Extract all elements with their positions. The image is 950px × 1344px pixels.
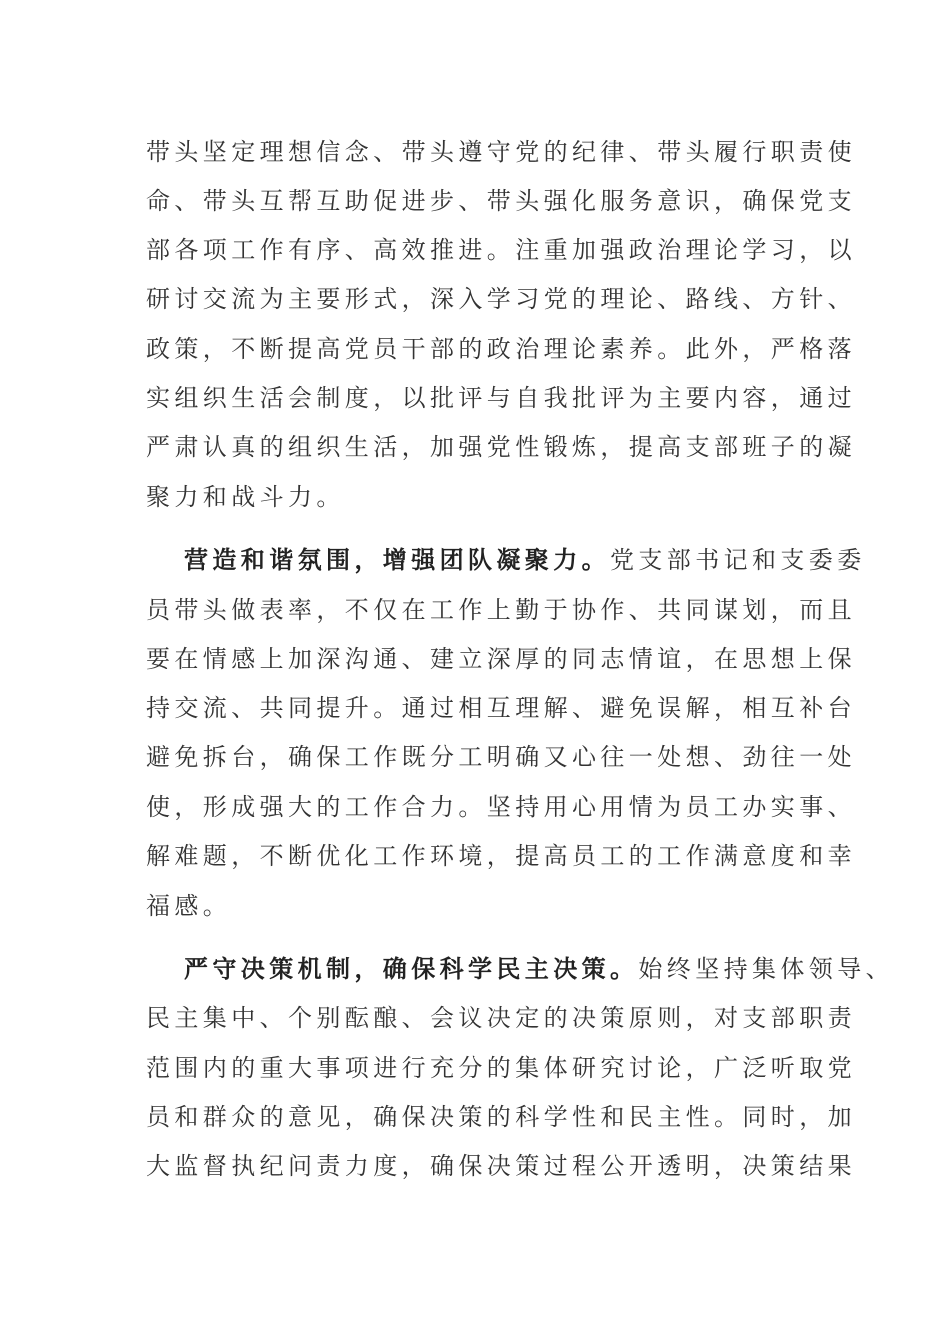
paragraph-2-line-8: 福感。 <box>146 892 232 920</box>
paragraph-1-line-3: 部各项工作有序、高效推进。注重加强政治理论学习，以 <box>146 236 856 264</box>
paragraph-3-heading: 严守决策机制，确保科学民主决策。 <box>184 954 639 983</box>
paragraph-2-heading: 营造和谐氛围，增强团队凝聚力。 <box>184 545 610 574</box>
paragraph-2-line-5: 避免拆台，确保工作既分工明确又心往一处想、劲往一处 <box>146 743 856 771</box>
paragraph-1-line-1: 带头坚定理想信念、带头遵守党的纪律、带头履行职责使 <box>146 138 856 166</box>
paragraph-2-line-6: 使，形成强大的工作合力。坚持用心用情为员工办实事、 <box>146 793 856 821</box>
paragraph-2-line-7: 解难题，不断优化工作环境，提高员工的工作满意度和幸 <box>146 842 856 870</box>
paragraph-3-line-5: 大监督执纪问责力度，确保决策过程公开透明，决策结果 <box>146 1152 856 1180</box>
paragraph-1-line-5: 政策，不断提高党员干部的政治理论素养。此外，严格落 <box>146 335 856 363</box>
paragraph-1-line-4: 研讨交流为主要形式，深入学习党的理论、路线、方针、 <box>146 285 856 313</box>
paragraph-3-first-line <box>184 953 950 985</box>
paragraph-2-first-line <box>184 544 950 576</box>
paragraph-2-line-4: 持交流、共同提升。通过相互理解、避免误解，相互补台 <box>146 694 856 722</box>
paragraph-1-line-6: 实组织生活会制度，以批评与自我批评为主要内容，通过 <box>146 384 856 412</box>
paragraph-2-first-line-text: 党支部书记和支委委 <box>610 546 866 574</box>
paragraph-3-line-2: 民主集中、个别酝酿、会议决定的决策原则，对支部职责 <box>146 1004 856 1032</box>
paragraph-2-line-2: 员带头做表率，不仅在工作上勤于协作、共同谋划，而且 <box>146 596 856 624</box>
paragraph-1-line-8: 聚力和战斗力。 <box>146 483 345 511</box>
paragraph-2-line-3: 要在情感上加深沟通、建立深厚的同志情谊，在思想上保 <box>146 645 856 673</box>
paragraph-3-first-line-text: 始终坚持集体领导、 <box>638 955 895 983</box>
paragraph-3-line-3: 范围内的重大事项进行充分的集体研究讨论，广泛听取党 <box>146 1054 856 1082</box>
paragraph-1-line-2: 命、带头互帮互助促进步、带头强化服务意识，确保党支 <box>146 187 856 215</box>
paragraph-1-line-7: 严肃认真的组织生活，加强党性锻炼，提高支部班子的凝 <box>146 433 856 461</box>
paragraph-3-line-4: 员和群众的意见，确保决策的科学性和民主性。同时，加 <box>146 1103 856 1131</box>
